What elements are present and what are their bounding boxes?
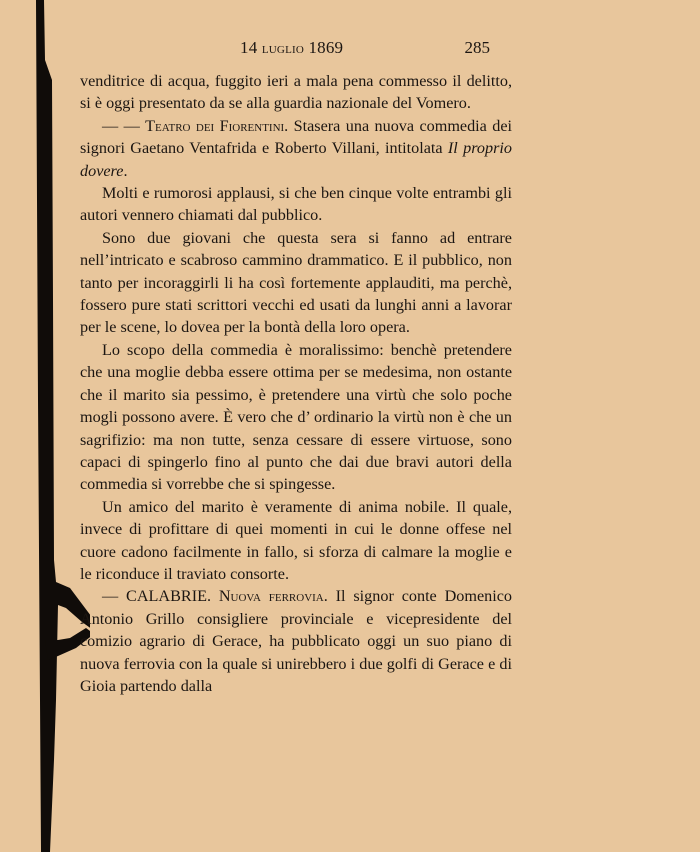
paragraph-3: Molti e rumorosi applausi, si che ben cinque volte entrambi gli autori vennero chiamati dal pubblico. — [80, 184, 512, 225]
paragraph-2-dash: — — — [102, 116, 140, 135]
paragraph-2-text: Stasera una nuova commedia dei signori Gaetano Ventafrida e Roberto Villani, intitolata — [80, 116, 513, 158]
paragraph-1: venditrice di acqua, fuggito ieri a mala pena commesso il delitto, si è oggi presentato da se alla guardia nazionale del Vomero. — [80, 72, 512, 113]
running-header — [80, 38, 512, 62]
section-heading-calabrie: CALABRIE. — [126, 587, 212, 606]
paragraph-7 — [80, 585, 512, 697]
section-subheading-ferrovia: Nuova ferrovia. — [218, 587, 328, 606]
header-year: 1869 — [308, 38, 344, 57]
header-date — [240, 38, 343, 58]
paragraph-7-dash: — — [102, 587, 119, 606]
binding-shadow — [0, 0, 90, 852]
body-text — [80, 70, 512, 697]
play-title: Il proprio dovere — [80, 139, 512, 180]
paragraph-5: Lo scopo della commedia è moralissimo: benchè pretendere che una moglie debba essere ottima per se medesima, non ostante che il marito sia pessimo, è pretendere una virtù che solo poche mogli possono avere. È vero che d’ ordinario la virtù non è che un sagrifizio: ma non tutte, senza cessare di essere virtuose, sono capaci di spingerlo fino al punto che dai due bravi autori della commedia si vorrebbe che si spingesse. — [80, 340, 512, 494]
header-day: 14 — [240, 38, 258, 57]
paragraph-6: Un amico del marito è veramente di anima nobile. Il quale, invece di profittare di quei momenti in cui le donne offese nel cuore cadono facilmente in fallo, si sforza di calmare la moglie e le riconduce il traviato consorte. — [80, 497, 512, 583]
paragraph-7-text: Il signor conte Domenico Antonio Grillo consigliere provinciale e vicepresidente del comizio agrario di Gerace, ha pubblicato oggi un suo piano di nuova ferrovia con la quale si unirebbero i due golfi di Gerace e di Gioia partendo dalla — [80, 587, 513, 695]
paragraph-4: Sono due giovani che questa sera si fanno ad entrare nell’intricato e scabroso cammino drammatico. E il pubblico, non tanto per incoraggirli li ha così fortemente applauditi, ma perchè, fossero pure stati scrittori vecchi ed usati da lunghi anni a lavorar per le scene, lo dovea per la bontà della loro opera. — [80, 228, 512, 337]
page-number: 285 — [464, 38, 490, 57]
header-month: luglio — [261, 41, 304, 57]
section-heading-teatro: Teatro dei Fiorentini. — [145, 116, 289, 135]
paragraph-2-end: . — [123, 161, 128, 180]
paragraph-2 — [80, 115, 512, 182]
